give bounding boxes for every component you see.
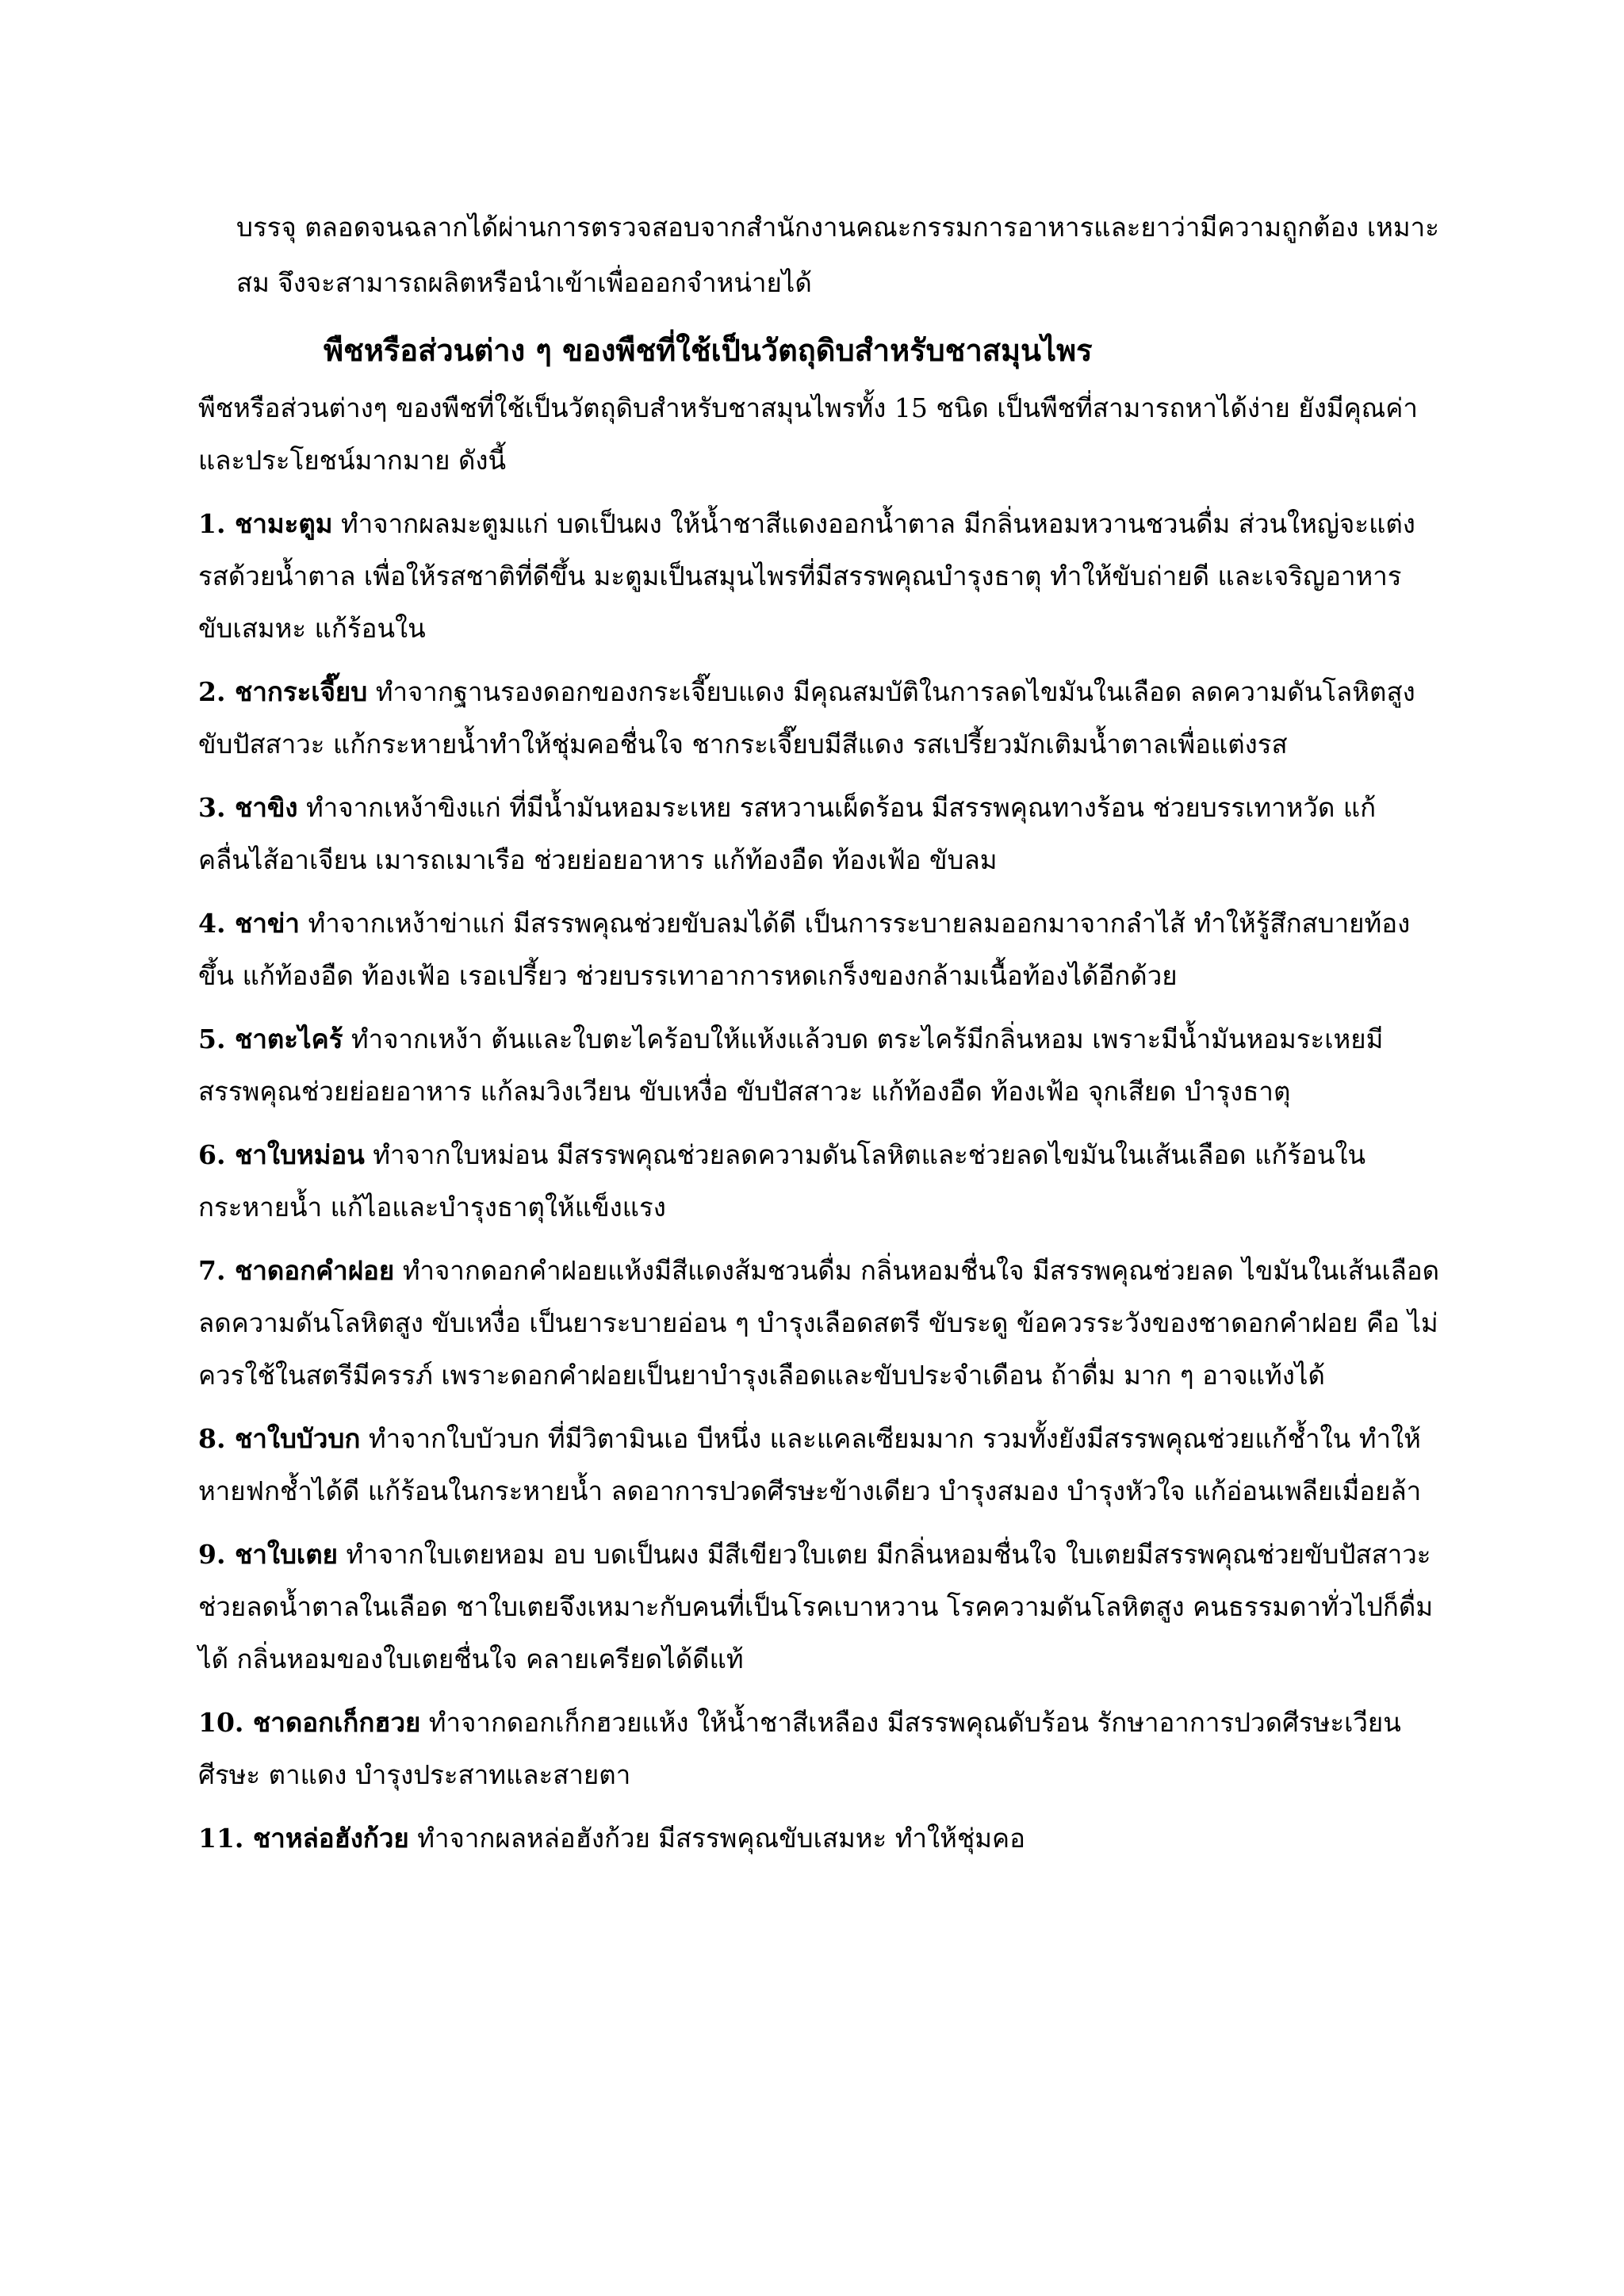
item-title: 8. ชาใบบัวบก <box>198 1423 361 1454</box>
item-title: 5. ชาตะไคร้ <box>198 1024 343 1054</box>
item-text: ทำจากดอกเก็กฮวยแห้ง ให้น้ำชาสีเหลือง มีสรรพคุณดับร้อน รักษาอาการปวดศีรษะเวียนศีรษะ ตาแดง บำรุงประสาทและสายตา <box>198 1707 1401 1790</box>
list-item <box>198 1013 1442 1118</box>
list-item <box>198 1245 1442 1402</box>
list-item <box>198 1812 1442 1865</box>
item-title: 7. ชาดอกคำฝอย <box>198 1255 395 1286</box>
item-title: 9. ชาใบเตย <box>198 1539 338 1570</box>
item-text: ทำจากเหง้า ต้นและใบตะไคร้อบให้แห้งแล้วบด ตระไคร้มีกลิ่นหอม เพราะมีน้ำมันหอมระเหยมีสรรพคุณช่วยย่อยอาหาร แก้ลมวิงเวียน ขับเหงื่อ ขับปัสสาวะ แก้ท้องอืด ท้องเฟ้อ จุกเสียด บำรุงธาตุ <box>198 1024 1384 1107</box>
list-item <box>198 1129 1442 1234</box>
list-item <box>198 1697 1442 1801</box>
lead-paragraph: พืชหรือส่วนต่างๆ ของพืชที่ใช้เป็นวัตถุดิบสำหรับชาสมุนไพรทั้ง 15 ชนิด เป็นพืชที่สามารถหาได้ง่าย ยังมีคุณค่า และประโยชน์มากมาย ดังนี้ <box>198 392 1418 476</box>
item-title: 10. ชาดอกเก็กฮวย <box>198 1707 421 1738</box>
item-text: ทำจากฐานรองดอกของกระเจี๊ยบแดง มีคุณสมบัติในการลดไขมันในเลือด ลดความดันโลหิตสูง ขับปัสสาวะ แก้กระหายน้ำทำให้ชุ่มคอชื่นใจ ชากระเจี๊ยบมีสีแดง รสเปรี้ยวมักเติมน้ำตาลเพื่อแต่งรส <box>198 676 1415 760</box>
list-item <box>198 897 1442 1002</box>
item-text: ทำจากเหง้าข่าแก่ มีสรรพคุณช่วยขับลมได้ดี เป็นการระบายลมออกมาจากลำไส้ ทำให้รู้สึกสบายท้องขึ้น แก้ท้องอืด ท้องเฟ้อ เรอเปรี้ยว ช่วยบรรเทาอาการหดเกร็งของกล้ามเนื้อท้องได้อีกด้วย <box>198 908 1411 991</box>
item-text: ทำจากใบหม่อน มีสรรพคุณช่วยลดความดันโลหิตและช่วยลดไขมันในเส้นเลือด แก้ร้อนในกระหายน้ำ แก้ไอและบำรุงธาตุให้แข็งแรง <box>198 1139 1366 1223</box>
list-item <box>198 1413 1442 1517</box>
list-item <box>198 666 1442 771</box>
item-text: ทำจากเหง้าขิงแก่ ที่มีน้ำมันหอมระเหย รสหวานเผ็ดร้อน มีสรรพคุณทางร้อน ช่วยบรรเทาหวัด แก้คลื่นไส้อาเจียน เมารถเมาเรือ ช่วยย่อยอาหาร แก้ท้องอืด ท้องเฟ้อ ขับลม <box>198 792 1377 875</box>
item-title: 6. ชาใบหม่อน <box>198 1139 365 1170</box>
item-title: 3. ชาขิง <box>198 792 298 823</box>
item-title: 1. ชามะตูม <box>198 508 333 539</box>
item-title: 4. ชาข่า <box>198 908 300 939</box>
item-text: ทำจากดอกคำฝอยแห้งมีสีแดงส้มชวนดื่ม กลิ่นหอมชื่นใจ มีสรรพคุณช่วยลด ไขมันในเส้นเลือด ลดความดันโลหิตสูง ขับเหงื่อ เป็นยาระบายอ่อน ๆ บำรุงเลือดสตรี ขับระดู ข้อควรระวังของชาดอกคำฝอย คือ ไม่ควรใช้ในสตรีมีครรภ์ เพราะดอกคำฝอยเป็นยาบำรุงเลือดและขับประจำเดือน ถ้าดื่ม มาก ๆ อาจแท้งได้ <box>198 1255 1440 1391</box>
intro-paragraph: บรรจุ ตลอดจนฉลากได้ผ่านการตรวจสอบจากสำนักงานคณะกรรมการอาหารและยาว่ามีความถูกต้อง เหมาะสม จึงจะสามารถผลิตหรือนำเข้าเพื่อออกจำหน่ายได้ <box>236 212 1439 298</box>
item-text: ทำจากใบบัวบก ที่มีวิตามินเอ บีหนึ่ง และแคลเซียมมาก รวมทั้งยังมีสรรพคุณช่วยแก้ช้ำใน ทำให้หายฟกช้ำได้ดี แก้ร้อนในกระหายน้ำ ลดอาการปวดศีรษะข้างเดียว บำรุงสมอง บำรุงหัวใจ แก้อ่อนเพลียเมื่อยล้า <box>198 1423 1422 1506</box>
list-item <box>198 782 1442 886</box>
list-item <box>198 1529 1442 1686</box>
section-heading: พืชหรือส่วนต่าง ๆ ของพืชที่ใช้เป็นวัตถุดิบสำหรับชาสมุนไพร <box>324 332 1093 368</box>
list-item <box>198 498 1442 655</box>
item-text: ทำจากผลมะตูมแก่ บดเป็นผง ให้น้ำชาสีแดงออกน้ำตาล มีกลิ่นหอมหวานชวนดื่ม ส่วนใหญ่จะแต่งรสด้วยน้ำตาล เพื่อให้รสชาติที่ดีขึ้น มะตูมเป็นสมุนไพรที่มีสรรพคุณบำรุงธาตุ ทำให้ขับถ่ายดี และเจริญอาหาร ขับเสมหะ แก้ร้อนใน <box>198 508 1415 644</box>
item-text: ทำจากใบเตยหอม อบ บดเป็นผง มีสีเขียวใบเตย มีกลิ่นหอมชื่นใจ ใบเตยมีสรรพคุณช่วยขับปัสสาวะ ช่วยลดน้ำตาลในเลือด ชาใบเตยจึงเหมาะกับคนที่เป็นโรคเบาหวาน โรคความดันโลหิตสูง คนธรรมดาทั่วไปก็ดื่มได้ กลิ่นหอมของใบเตยชื่นใจ คลายเครียดได้ดีแท้ <box>198 1539 1434 1674</box>
item-title: 11. ชาหล่อฮังก้วย <box>198 1823 409 1854</box>
item-text: ทำจากผลหล่อฮังก้วย มีสรรพคุณขับเสมหะ ทำให้ชุ่มคอ <box>408 1823 1025 1854</box>
item-title: 2. ชากระเจี๊ยบ <box>198 676 368 707</box>
